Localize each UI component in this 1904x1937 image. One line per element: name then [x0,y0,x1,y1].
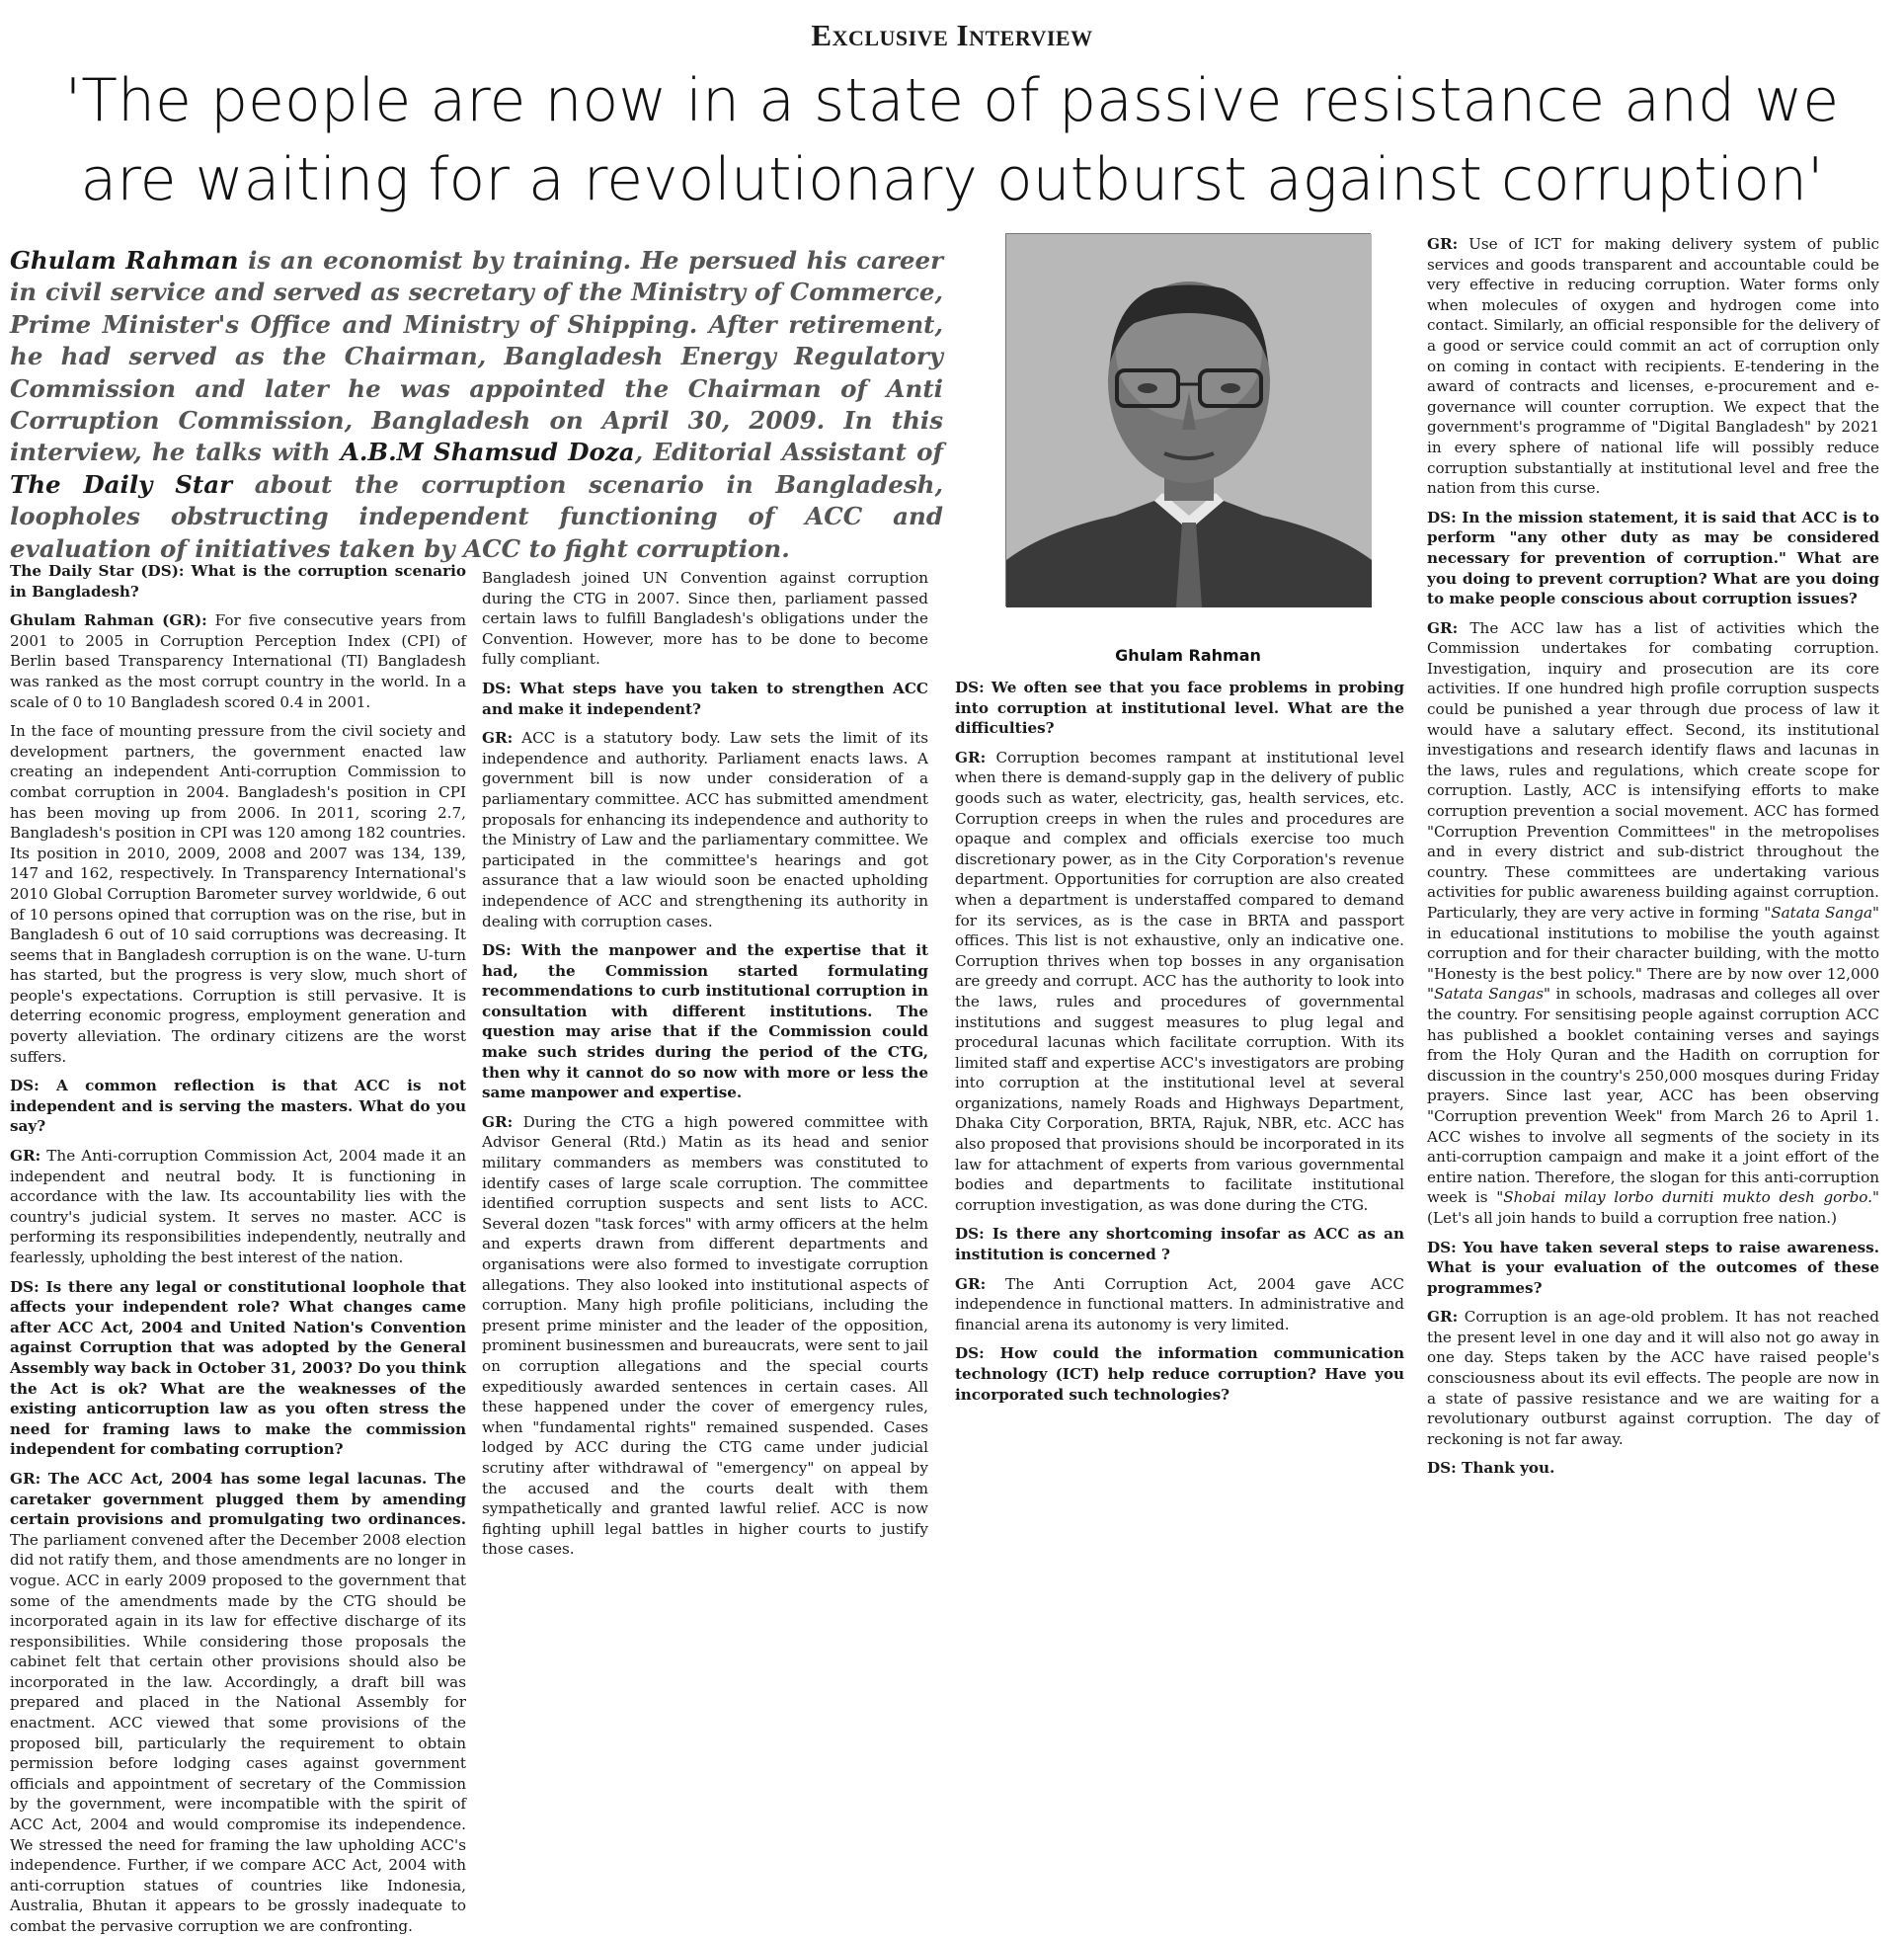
answer-text: The parliament convened after the December 2008 election did not ratify them, and those amendments are no longer in vogue. ACC in early 2009 proposed to the government that some of the amendments made by the CTG should be incorporated again in its law for effective discharge of its responsibilities. While considering those proposals the cabinet felt that certain other provisions should also be incorporated in the law. Accordingly, a draft bill was prepared and placed in the National Assembly for enactment. ACC viewed that some provisions of the proposed bill, particularly the requirement to obtain permission before lodging cases against government officials and appointment of secretary of the Commission by the government, were incompatible with the spirit of ACC Act, 2004 and would compromise its independence. We stressed the need for framing the law upholding ACC's independence. Further, if we compare ACC Act, 2004 with anti-corruption statues of countries like Indonesia, Australia, Bhutan it appears to be grossly inadequate to combat the pervasive corruption we are confronting. [10,1530,466,1935]
answer-2 [10,1146,466,1268]
answer-8 [1427,234,1879,499]
answer-9 [1427,618,1879,1229]
intro-text: , Editorial Assistant of [634,438,944,467]
intro-interviewer-name: A.B.M Shamsud Doza [340,438,635,467]
answer-italic: "Satata Sanga" [1764,904,1880,922]
answer-text: (Let's all join hands to build a corruption free nation.) [1427,1208,1838,1227]
closing-line: DS: Thank you. [1427,1459,1555,1478]
article-column-3 [955,678,1404,1727]
intro-text: about the corruption scenario in Bangladesh, loopholes obstructing independent functioning of ACC and evaluation of initiatives taken by ACC to fight corruption. [10,469,943,563]
answer-text: During the CTG a high powered committee with Advisor General (Rtd.) Matin as its head and senior military commanders as members was constituted to identify cases of large scale corruption. The committee identified corruption suspects and sent lists to ACC. Several dozen "task forces" with army officers at the helm and experts drawn from different departments and organisations were also formed to investigate corruption allegations. They also looked into institutional aspects of corruption. Many high profile politicians, including the present prime minister and the leader of the opposition, prominent businessmen and bureaucrats, were sent to jail on corruption allegations and the special courts expeditiously awarded sentences in certain cases. All these happened under the cover of emergency rules, when "fundamental rights" remained suspended. Cases lodged by ACC during the CTG came under judicial scrutiny after withdrawal of "emergency" on appeal by the accused and the courts dealt with them sympathetically and granted lawful relief. ACC is now fighting uphill legal battles in higher courts to justify those cases. [482,1112,928,1559]
answer-text: The ACC law has a list of activities which the Commission undertakes for combating corruption. Investigation, inquiry and prosecution are its core activities. If one hundred high profile corruption suspects could be punished a year through due process of law it would have a salutary effect. Second, its institutional investigations and research identify flaws and lacunas in the laws, rules and regulations, which create scope for corruption. Lastly, ACC is intensifying efforts to make corruption prevention a social movement. ACC has formed "Corruption Prevention Committees" in the metropolises and in every district and sub-district throughout the country. These committees are undertaking various activities for public awareness building against corruption. Particularly, they are very active in forming [1427,618,1879,922]
question-3: DS: Is there any legal or constitutional loophole that affects your independent role? What changes came after ACC Act, 2004 and United Nation's Convention against Corruption that was adopted by the General Assembly way back in October 31, 2003? Do you think the Act is ok? What are the weaknesses of the existing anticorruption law as you often stress the need for framing laws to make the commission independent for combating corruption? [10,1277,466,1459]
answer-lead: GR: [955,748,987,767]
answer-lead: GR: [482,729,514,748]
answer-italic: "Satata Sangas" [1427,985,1551,1004]
answer-lead: GR: [482,1112,514,1131]
answer-text: The Anti Corruption Act, 2004 gave ACC independence in functional matters. In administrative and financial arena its autonomy is very limited. [955,1274,1404,1333]
answer-text: The Anti-corruption Commission Act, 2004 made it an independent and neutral body. It is functioning in accordance with the law. Its accountability lies with the country's judicial system. It serves no master. ACC is performing its responsibilities independently, neutrally and fearlessly, upholding the best interest of the nation. [10,1147,466,1266]
answer-lead: GR: [955,1274,987,1293]
answer-6 [955,748,1404,1216]
answer-4 [482,728,928,931]
question-2: DS: A common reflection is that ACC is not independent and is serving the masters. What do you say? [10,1077,466,1136]
answer-text: Use of ICT for making delivery system of public services and goods transparent and accountable could be very effective in reducing corruption. Water forms only when molecules of oxygen and hydrogen come into contact. Similarly, an official responsible for the delivery of a good or service could commit an act of corruption only on coming in contact with recipients. E-tendering in the award of contracts and licenses, e-procurement and e-governance will counter corruption. We expect that the government's programme of "Digital Bangladesh" by 2021 in every sphere of national life will possibly reduce corruption substantially at institutional level and free the nation from this curse. [1427,235,1879,498]
portrait-figure [1005,233,1371,665]
answer-lead: GR: [1427,618,1459,637]
portrait-photo [1005,233,1371,606]
answer-text: in educational institutions to mobilise the youth against corruption and for their character building, with the motto "Honesty is the best policy." There are by now over 12,000 [1427,924,1879,983]
question-5: DS: With the manpower and the expertise that it had, the Commission started formulating recommendations to curb institutional corruption in consultation with different institutions. The question may arise that if the Commission could make such strides during the period of the CTG, then why it cannot do so now with more or less the same manpower and expertise. [482,941,928,1102]
question-1: The Daily Star (DS): What is the corruption scenario in Bangladesh? [10,562,466,601]
answer-10 [1427,1307,1879,1449]
section-kicker: Exclusive Interview [811,18,1093,52]
question-9: DS: In the mission statement, it is said that ACC is to perform "any other duty as may be considered necessary for prevention of corruption." What are you doing to prevent corruption? What are you doing to make people conscious about corruption issues? [1427,508,1879,608]
intro-paper-name: The Daily Star [10,469,232,499]
question-6: DS: We often see that you face problems in probing into corruption at institutional level. What are the difficulties? [955,679,1404,738]
answer-bold-lead: GR: The ACC Act, 2004 has some legal lacunas. The caretaker government plugged them by amending certain provisions and promulgating two ordinances. [10,1469,466,1529]
answer-1-paragraph-2: In the face of mounting pressure from the civil society and development partners, the government enacted law creating an independent Anti-corruption Commission to combat corruption in 2004. Bangladesh's position in CPI has been moving up from 2006. In 2011, scoring 2.7, Bangladesh's position in CPI was 120 among 182 countries. Its position in 2010, 2009, 2008 and 2007 was 134, 139, 147 and 162, respectively. In Transparency International's 2010 Global Corruption Barometer survey worldwide, 6 out of 10 persons opined that corruption was on the rise, but in Bangladesh 6 out of 10 said corruptions was decreasing. It seems that in Bangladesh corruption is on the wane. U-turn has started, but the progress is very slow, much short of people's expectations. Corruption is still pervasive. It is deterring economic progress, employment generation and poverty alleviation. The ordinary citizens are the worst suffers. [10,722,466,1066]
answer-lead: Ghulam Rahman (GR): [10,611,207,630]
intro-text: is an economist by training. He persued his career in civil service and served as secretary of the Ministry of Commerce, Prime Minister's Office and Ministry of Shipping. After retirement, he had served as the Chairman, Bangladesh Energy Regulatory Commission and later he was appointed the Chairman of Anti Corruption Commission, Bangladesh on April 30, 2009. In this interview, he talks with [10,246,943,467]
photo-caption: Ghulam Rahman [1115,646,1261,665]
answer-text: ACC is a statutory body. Law sets the limit of its independence and authority. Parliament enacts laws. A government bill is now under consideration of a parliamentary committee. ACC has submitted amendment proposals for enhancing its independence and authority to the Ministry of Law and the parliamentary committee. We participated in the committee's hearings and got assurance that a law wiould soon be enacted upholding independence of ACC and strengthening its authority in dealing with corruption cases. [482,729,928,930]
question-4: DS: What steps have you taken to strengthen ACC and make it independent? [482,679,928,718]
question-7: DS: Is there any shortcoming insofar as ACC as an institution is concerned ? [955,1225,1404,1264]
answer-text: Corruption becomes rampant at institutional level when there is demand-supply gap in the delivery of public goods such as water, electricity, gas, health services, etc. Corruption creeps in when the rules and procedures are opaque and complex and officials exercise too much discretionary power, as in the City Corporation's revenue department. Opportunities for corruption are also created when a department is understaffed compared to demand for its services, as is the case in BRTA and passport offices. This list is not exhaustive, only an indicative one. Corruption thrives when top bosses in any organisation are greedy and corrupt. ACC has the authority to look into the laws, rules and procedures of governmental institutions and suggest measures to plug legal and procedural lacunas which facilitate corruption. With its limited staff and expertise ACC's investigators are probing into corruption at the institutional level at several organizations, namely Roads and Highways Department, Dhaka City Corporation, BRTA, Rajuk, NBR, etc. ACC has also proposed that provisions should be incorporated in its law for attachment of experts from various governmental bodies and departments to facilitate institutional corruption investigation, as was done during the CTG. [955,748,1404,1214]
portrait-illustration [1006,234,1372,607]
intro-standfirst [10,245,943,565]
answer-text: in schools, madrasas and colleges all over the country. For sensitising people against corruption ACC has published a booklet containing verses and sayings from the Holy Quran and the Hadith on corruption for discussion in the country's 250,000 mosques during Friday prayers. Since last year, ACC has been observing "Corruption prevention Week" from March 26 to April 1. ACC wishes to involve all segments of the society in its anti-corruption campaign and make it a joint effort of the entire nation. Therefore, the slogan for this anti-corruption week is [1427,985,1879,1207]
article-column-1 [10,561,467,1935]
answer-5 [482,1112,928,1560]
answer-italic: "Shobai milay lorbo durniti mukto desh gorbo." [1496,1188,1879,1207]
answer-3 [10,1469,466,1937]
answer-lead: GR: [1427,1308,1459,1327]
answer-text: For five consecutive years from 2001 to 2005 in Corruption Perception Index (CPI) of Berlin based Transparency International (TI) Bangladesh was ranked as the most corrupt country in the world. In a scale of 0 to 10 Bangladesh scored 0.4 in 2001. [10,611,467,711]
question-8: DS: How could the information communication technology (ICT) help reduce corruption? Have you incorporated such technologies? [955,1344,1404,1404]
answer-3-paragraph-2: Bangladesh joined UN Convention against corruption during the CTG in 2007. Since then, parliament passed certain laws to fulfill Bangladesh's obligations under the Convention. However, more has to be done to become fully compliant. [482,569,928,669]
answer-lead: GR: [10,1147,41,1166]
answer-1 [10,610,466,712]
intro-interviewee-name: Ghulam Rahman [10,246,239,275]
question-10: DS: You have taken several steps to raise awareness. What is your evaluation of the outcomes of these programmes? [1427,1238,1879,1297]
article-column-2 [482,568,928,1727]
page-title: 'The people are now in a state of passive resistance and we are waiting for a revolutionary outburst against corruption' [64,66,1840,214]
article-column-4 [1427,234,1879,1727]
answer-lead: GR: [1427,235,1459,253]
answer-7 [955,1274,1404,1335]
answer-text: Corruption is an age-old problem. It has not reached the present level in one day and it will also not go away in one day. Steps taken by the ACC have raised people's consciousness about its evil effects. The people are now in a state of passive resistance and we are waiting for a revolutionary outburst against corruption. The day of reckoning is not far away. [1427,1308,1879,1448]
